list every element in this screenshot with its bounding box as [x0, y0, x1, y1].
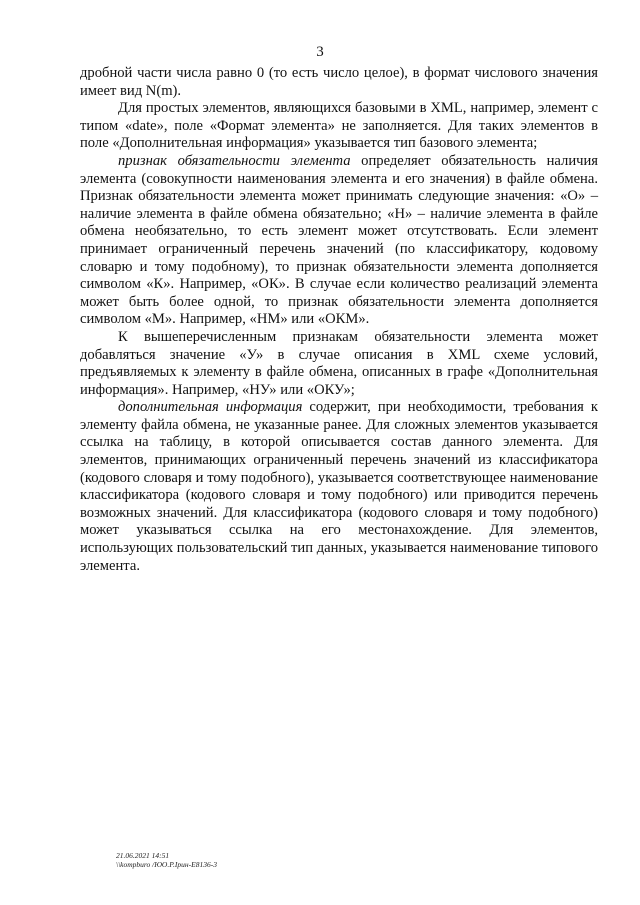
paragraph-2-text: Для простых элементов, являющихся базовыми в XML, например, элемент с типом «date», поле «Формат элемента» не заполняется. Для таких элементов в поле «Дополнительная информация» указывается тип базового элемента;	[80, 100, 598, 152]
paragraph-3	[80, 153, 598, 329]
paragraph-4-text: К вышеперечисленным признакам обязательности элемента может добавляться значение «У» в случае описания в XML схеме условий, предъявляемых к элементу в файле обмена, описанных в графе «Дополнительная информация». Например, «НУ» или «ОКУ»;	[80, 328, 598, 398]
paragraph-5-term: дополнительная информация	[118, 399, 303, 416]
paragraph-3-text: определяет обязательность наличия элемента (совокупности наименования элемента и его значения) в файле обмена. Признак обязательности элемента может принимать следующие значения: «О» – наличие элемента в файле обмена обязательно; «Н» – наличие элемента в файле обмена необязательно, то есть элемент может отсутствовать. Если элемент принимает ограниченный перечень значений (по классификатору, кодовому словарю и тому подобному), то признак обязательности элемента дополняется символом «К». Например, «ОК». В случае если количество реализаций элемента может быть более одной, то признак обязательности элемента дополняется символом «М». Например, «НМ» или «ОКМ».	[80, 152, 598, 328]
paragraph-5	[80, 399, 598, 575]
footer-path: \\kompburo /ЮО.Р.Ірин-Е8136-3	[116, 860, 217, 869]
document-footer	[116, 851, 217, 869]
paragraph-4	[80, 329, 598, 399]
paragraph-1-text: дробной части числа равно 0 (то есть число целое), в формат числового значения имеет вид N(m).	[80, 65, 598, 99]
paragraph-3-term: признак обязательности элемента	[118, 152, 351, 169]
paragraph-2	[80, 100, 598, 153]
paragraph-1	[80, 65, 598, 100]
paragraph-5-text: содержит, при необходимости, требования к элементу файла обмена, не указанные ранее. Для сложных элементов указывается ссылка на таблицу, в которой описывается состав данного элемента. Для элементов, принимающих ограниченный перечень значений из классификатора (кодового словаря и тому подобного), указывается соответствующее наименование классификатора (кодового словаря и тому подобного) или приводится перечень возможных значений. Для классификатора (кодового словаря и тому подобного) может указываться ссылка на его местонахождение. Для элементов, использующих пользовательский тип данных, указывается наименование типового элемента.	[80, 399, 599, 574]
page-number: 3	[316, 44, 324, 60]
footer-timestamp: 21.06.2021 14:51	[116, 851, 170, 860]
document-body	[80, 65, 598, 575]
